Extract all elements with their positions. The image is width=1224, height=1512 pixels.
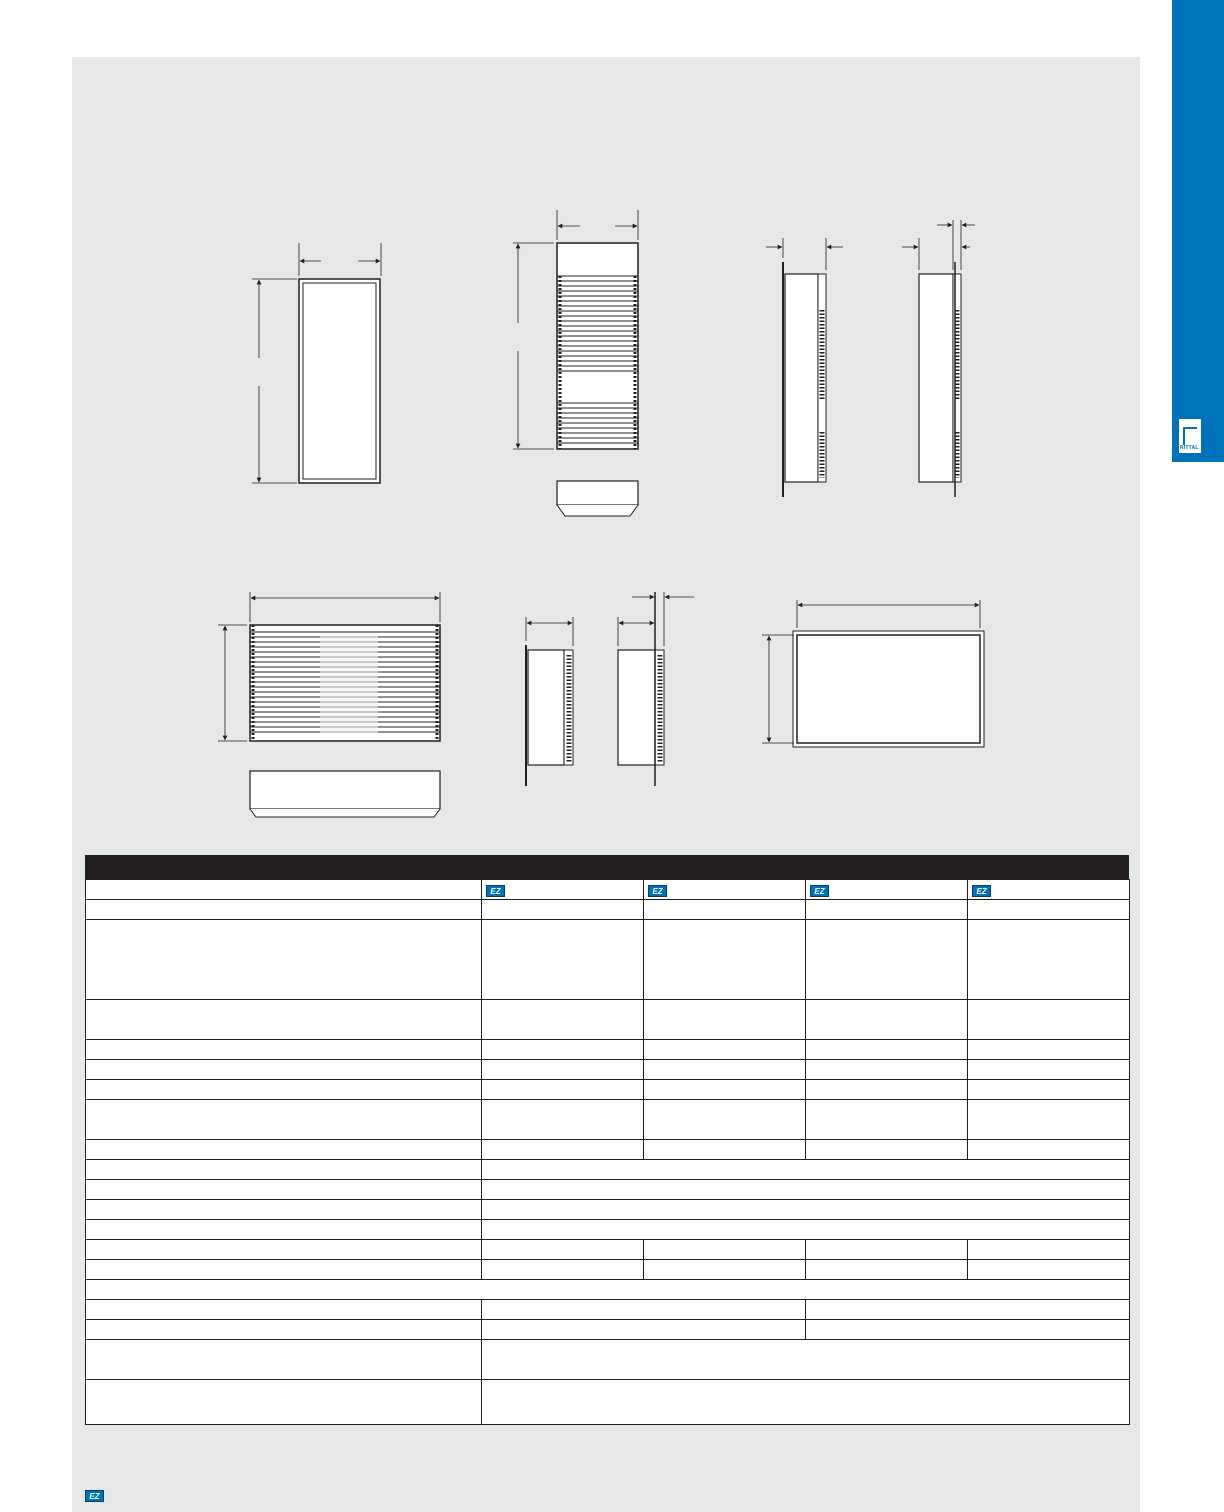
grille-front-drawing-top [513, 210, 638, 516]
table-row-badges [86, 880, 1130, 900]
table-cell [86, 1160, 482, 1180]
ez-badge: EZ [486, 885, 505, 897]
table-cell [806, 1000, 968, 1040]
table-cell [806, 1140, 968, 1160]
table-cell [482, 1260, 644, 1280]
table-cell [806, 1100, 968, 1140]
table-cell [482, 920, 644, 1000]
table-cell [968, 1000, 1130, 1040]
ez-badge: EZ [972, 885, 991, 897]
spec-table [85, 879, 1130, 1425]
table-cell [968, 900, 1130, 920]
table-row [86, 1220, 1130, 1240]
table-cell [806, 880, 968, 900]
table-cell [86, 920, 482, 1000]
table-cell [644, 1000, 806, 1040]
table-row [86, 1180, 1130, 1200]
table-cell [644, 880, 806, 900]
table-row [86, 1240, 1130, 1260]
ez-badge: EZ [648, 885, 667, 897]
table-cell [86, 1280, 1130, 1300]
side-view-drawing-d [618, 592, 694, 786]
table-row [86, 1380, 1130, 1425]
table-cell [86, 1380, 482, 1425]
table-row [86, 1040, 1130, 1060]
table-row [86, 1140, 1130, 1160]
table-cell [482, 1200, 1130, 1220]
cutout-drawing-top [252, 243, 381, 483]
table-cell [644, 900, 806, 920]
table-cell [968, 880, 1130, 900]
table-row [86, 900, 1130, 920]
table-cell [806, 1040, 968, 1060]
table-row [86, 1320, 1130, 1340]
table-cell [86, 1240, 482, 1260]
table-cell [806, 1240, 968, 1260]
cutout-drawing-bottom [762, 600, 984, 747]
table-cell [644, 920, 806, 1000]
table-cell [86, 880, 482, 900]
table-cell [482, 1140, 644, 1160]
side-view-drawing-a [766, 238, 843, 497]
ez-footnote-badge: EZ [85, 1490, 104, 1502]
table-cell [86, 1200, 482, 1220]
table-cell [806, 1300, 1130, 1320]
table-row [86, 1300, 1130, 1320]
table-cell [806, 1080, 968, 1100]
table-cell [86, 1060, 482, 1080]
table-cell [482, 1000, 644, 1040]
table-cell [968, 1240, 1130, 1260]
table-cell [86, 900, 482, 920]
table-row [86, 1340, 1130, 1380]
table-cell [968, 1080, 1130, 1100]
table-cell [86, 1000, 482, 1040]
table-cell [968, 1260, 1130, 1280]
table-cell [968, 1060, 1130, 1080]
table-cell [86, 1220, 482, 1240]
table-cell [86, 1340, 482, 1380]
table-cell [806, 920, 968, 1000]
table-row [86, 1200, 1130, 1220]
table-row [86, 1060, 1130, 1080]
table-cell [482, 1100, 644, 1140]
table-cell [806, 1060, 968, 1080]
table-cell [644, 1260, 806, 1280]
table-cell [482, 1300, 806, 1320]
table-cell [482, 1380, 1130, 1425]
table-cell [86, 1300, 482, 1320]
grille-front-drawing-bottom [218, 592, 440, 817]
table-cell [968, 920, 1130, 1000]
table-cell [968, 1100, 1130, 1140]
table-cell [806, 1260, 968, 1280]
table-cell [482, 1080, 644, 1100]
table-row [86, 1280, 1130, 1300]
table-cell [86, 1180, 482, 1200]
table-cell [86, 1140, 482, 1160]
table-cell [806, 1320, 1130, 1340]
table-cell [482, 1320, 806, 1340]
table-row [86, 1160, 1130, 1180]
table-cell [86, 1320, 482, 1340]
table-cell [968, 1040, 1130, 1060]
table-cell [644, 1060, 806, 1080]
table-cell [482, 1060, 644, 1080]
table-row [86, 1080, 1130, 1100]
table-cell [86, 1080, 482, 1100]
table-cell [482, 1180, 1130, 1200]
table-row [86, 1260, 1130, 1280]
table-cell [644, 1140, 806, 1160]
table-cell [86, 1260, 482, 1280]
table-cell [644, 1080, 806, 1100]
table-row [86, 1000, 1130, 1040]
table-cell [482, 1240, 644, 1260]
table-cell [482, 880, 644, 900]
table-cell [644, 1240, 806, 1260]
table-cell [482, 1220, 1130, 1240]
table-cell [86, 1100, 482, 1140]
table-cell [482, 1340, 1130, 1380]
table-cell [806, 900, 968, 920]
table-row [86, 920, 1130, 1000]
table-cell [482, 1040, 644, 1060]
ez-badge: EZ [810, 885, 829, 897]
table-cell [482, 900, 644, 920]
table-cell [644, 1100, 806, 1140]
side-view-drawing-b [902, 220, 975, 497]
side-view-drawing-c [526, 617, 573, 786]
rittal-logo-text: RITTAL [1180, 445, 1199, 451]
table-cell [644, 1040, 806, 1060]
table-cell [482, 1160, 1130, 1180]
spec-table-header-bar [85, 855, 1129, 879]
table-cell [86, 1040, 482, 1060]
table-row [86, 1100, 1130, 1140]
table-cell [968, 1140, 1130, 1160]
